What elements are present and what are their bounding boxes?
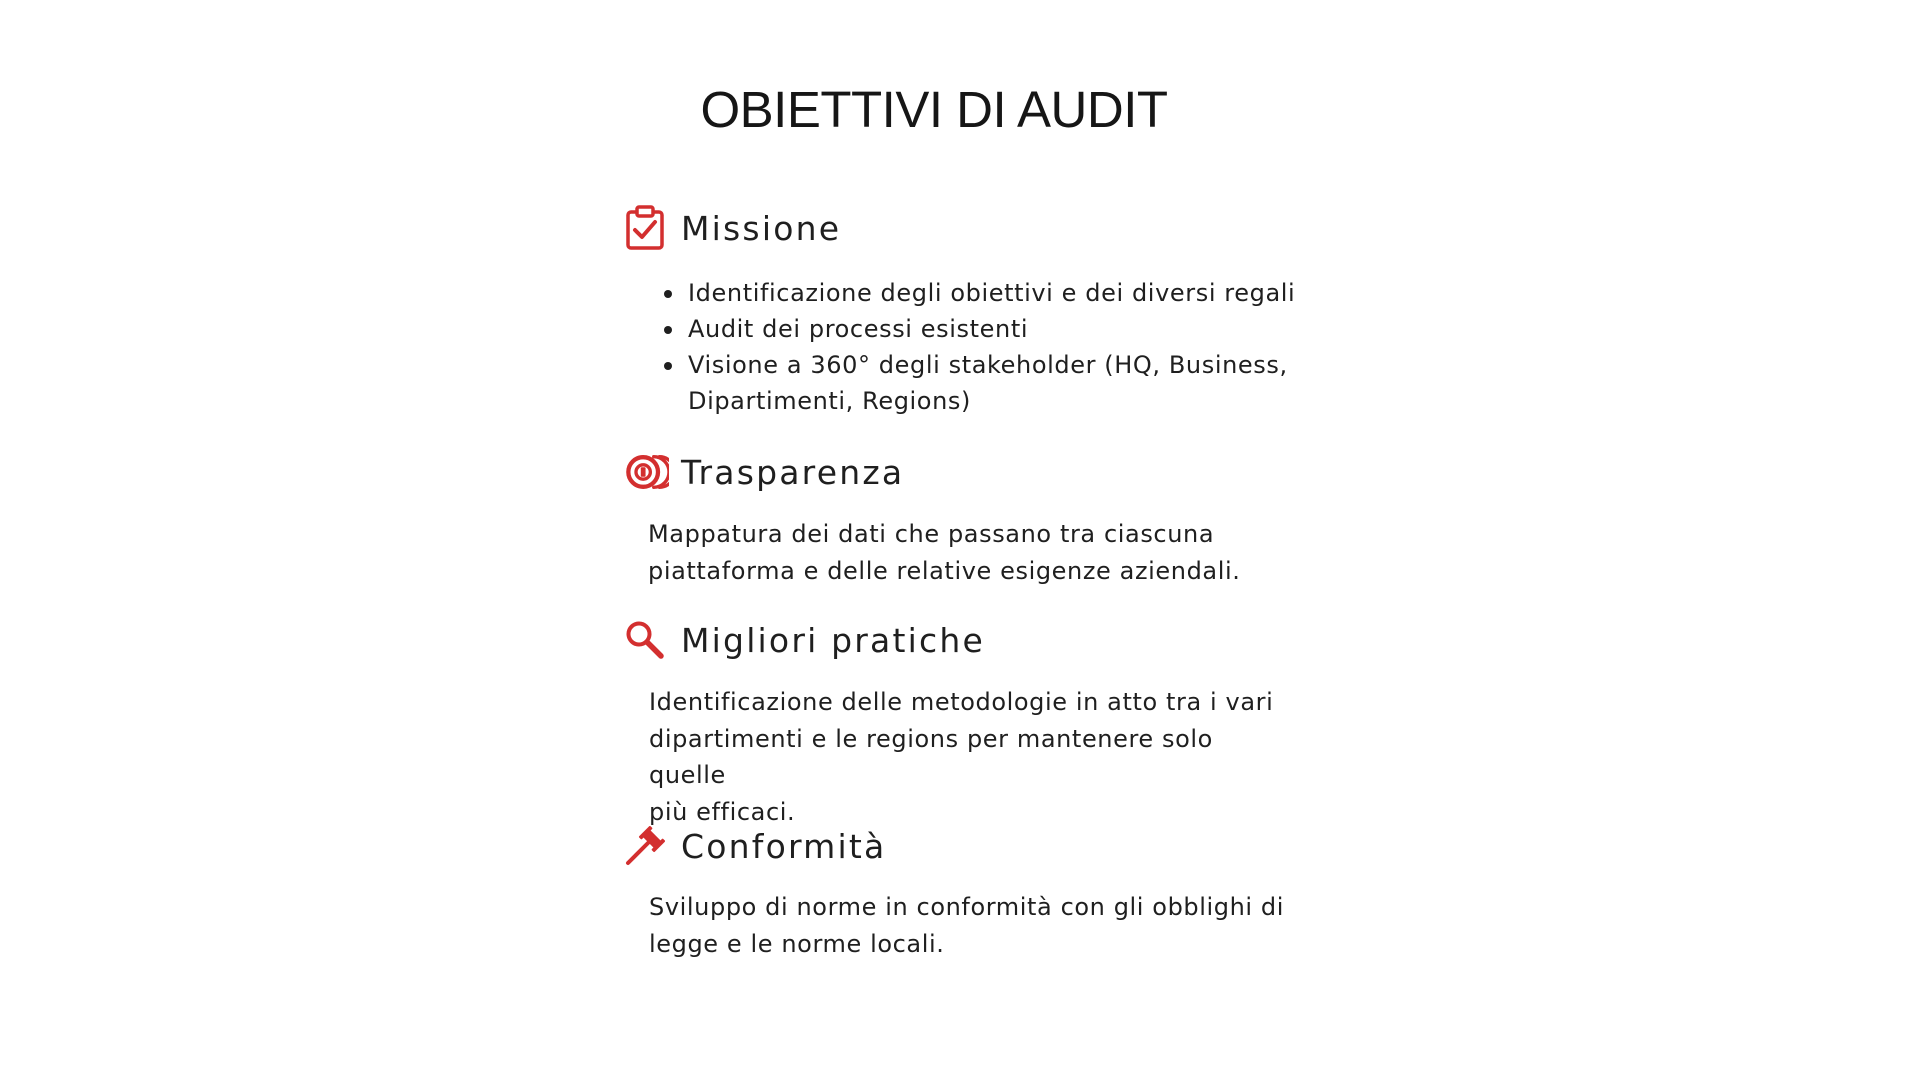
section-heading: Migliori pratiche — [681, 620, 985, 660]
missione-bullet-list — [664, 275, 1328, 419]
transparency-rings-icon — [625, 448, 669, 496]
section-heading: Conformità — [681, 826, 887, 866]
migliori-pratiche-text: Identificazione delle metodologie in atto tra i vari dipartimenti e le regions per mantenere solo quelle più efficaci. — [649, 688, 1274, 826]
list-item: Identificazione degli obiettivi e dei diversi regali — [688, 275, 1328, 311]
list-item: Audit dei processi esistenti — [688, 311, 1328, 347]
magnifier-icon — [625, 616, 669, 664]
page-title: OBIETTIVI DI AUDIT — [700, 81, 1168, 138]
trasparenza-text: Mappatura dei dati che passano tra ciascuna piattaforma e delle relative esigenze aziendali. — [648, 520, 1241, 585]
conformita-text: Sviluppo di norme in conformità con gli obblighi di legge e le norme locali. — [649, 893, 1285, 958]
section-conformita — [625, 820, 886, 872]
section-migliori-pratiche — [625, 614, 985, 666]
gavel-icon — [625, 822, 669, 870]
section-missione — [625, 202, 841, 254]
clipboard-check-icon — [625, 204, 669, 252]
section-trasparenza — [625, 446, 904, 498]
section-heading: Missione — [681, 208, 842, 248]
section-heading: Trasparenza — [681, 452, 905, 492]
list-item: Visione a 360° degli stakeholder (HQ, Business, Dipartimenti, Regions) — [688, 347, 1328, 419]
